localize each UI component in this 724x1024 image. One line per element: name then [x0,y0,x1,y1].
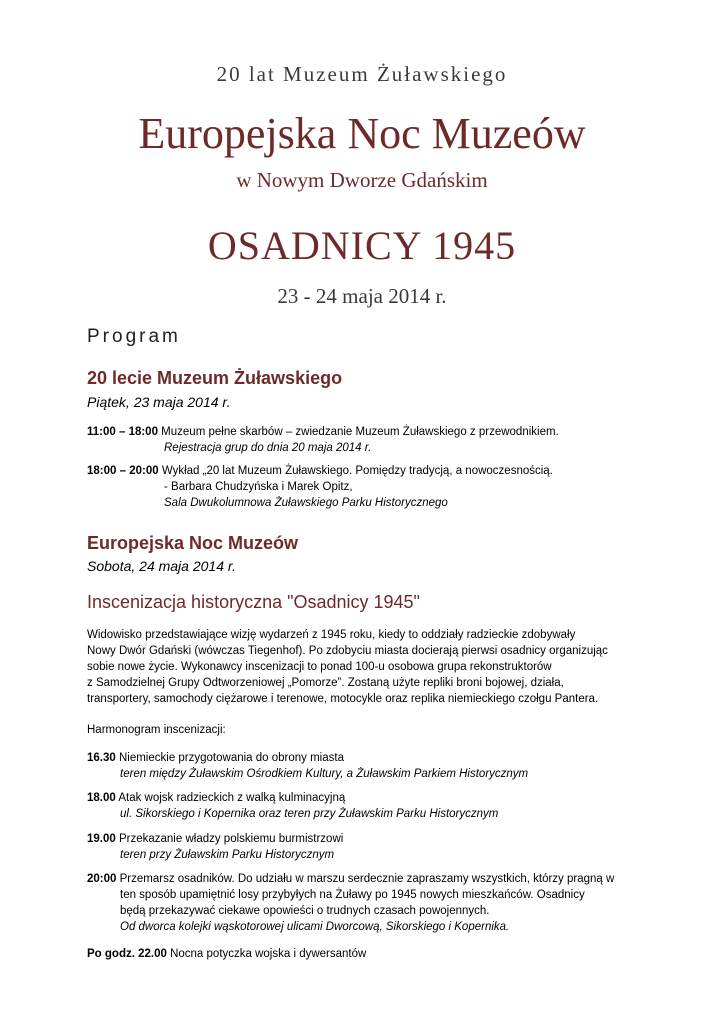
day1-date: Piątek, 23 maja 2014 r. [87,394,231,410]
item-time: 11:00 – 18:00 [87,426,158,438]
item-note: teren między Żuławskim Ośrodkiem Kultury, a Żuławskim Parkiem Historycznym [120,768,529,780]
description-line: sobie nowe życie. Wykonawcy inscenizacji to ponad 100-u osobowa grupa rekonstruktorów [87,661,552,673]
schedule-label: Harmonogram inscenizacji: [87,724,226,736]
day1-item-1 [87,424,647,456]
item-line: będą przekazywać ciekawe opowieści o trudnych czasach powojennych. [120,905,490,917]
description [87,627,647,707]
item-text: Nocna potyczka wojska i dywersantów [166,948,367,960]
item-time: 18:00 – 20:00 [87,465,159,477]
item-note: teren przy Żuławskim Parku Historycznym [120,849,335,861]
main-title: Europejska Noc Muzeów [138,109,586,158]
program-label: Program [87,326,181,347]
item-note: Sala Dwukolumnowa Żuławskiego Parku Historycznego [164,497,448,509]
schedule-item-3 [87,831,647,863]
description-line: transportery, samochody ciężarowe i terenowe, motocykle oraz replika niemieckiego czołgu Pantera. [87,693,599,705]
event-title: OSADNICY 1945 [207,223,517,268]
item-text: Atak wojsk radzieckich z walką kulminacyjną [115,792,346,804]
item-line: ten sposób upamiętnić losy przybyłych na Żuławy po 1945 nowych mieszkańców. Osadnicy [120,889,585,901]
item-note: Od dworca kolejki wąskotorowej ulicami Dworcową, Sikorskiego i Kopernika. [120,921,510,933]
header-super: 20 lat Muzeum Żuławskiego [216,62,508,86]
item-text: Niemieckie przygotowania do obrony miasta [115,752,344,764]
description-line: z Samodzielnej Grupy Odtworzeniowej „Pomorze”. Zostaną użyte repliki broni bojowej, działa, [87,677,564,689]
item-time: 16.30 [87,752,116,764]
day1-item-2 [87,463,647,511]
day2-heading: Europejska Noc Muzeów [87,533,299,553]
item-text: Przekazanie władzy polskiemu burmistrzowi [115,833,344,845]
schedule-item-2 [87,790,647,822]
schedule-item-1 [87,750,647,782]
subtitle: w Nowym Dworze Gdańskim [236,168,488,192]
day2-date: Sobota, 24 maja 2014 r. [87,558,236,574]
schedule-item-4 [87,871,647,935]
description-line: Nowy Dwór Gdański (wówczas Tiegenhof). Po zdobyciu miasta docierają pierwsi osadnicy organizując [87,645,608,657]
item-note: Rejestracja grup do dnia 20 maja 2014 r. [164,442,372,454]
item-line2: - Barbara Chudzyńska i Marek Opitz, [164,481,353,493]
item-text: Przemarsz osadników. Do udziału w marszu serdecznie zapraszamy wszystkich, którzy pragną w [116,873,615,885]
item-text: Muzeum pełne skarbów – zwiedzanie Muzeum Żuławskiego z przewodnikiem. [157,426,559,438]
day2-subheading: Inscenizacja historyczna "Osadnicy 1945" [87,592,420,612]
day1-heading: 20 lecie Muzeum Żuławskiego [87,368,343,388]
item-time: Po godz. 22.00 [87,948,167,960]
final-item [87,946,647,962]
item-time: 19.00 [87,833,116,845]
item-time: 20:00 [87,873,117,885]
item-time: 18.00 [87,792,116,804]
description-line: Widowisko przedstawiające wizję wydarzeń z 1945 roku, kiedy to oddziały radzieckie zdobywały [87,629,576,641]
item-note: ul. Sikorskiego i Kopernika oraz teren przy Żuławskim Parku Historycznym [120,808,499,820]
event-dates: 23 - 24 maja 2014 r. [277,284,447,308]
item-text: Wykład „20 lat Muzeum Żuławskiego. Pomiędzy tradycją, a nowoczesnością. [158,465,553,477]
